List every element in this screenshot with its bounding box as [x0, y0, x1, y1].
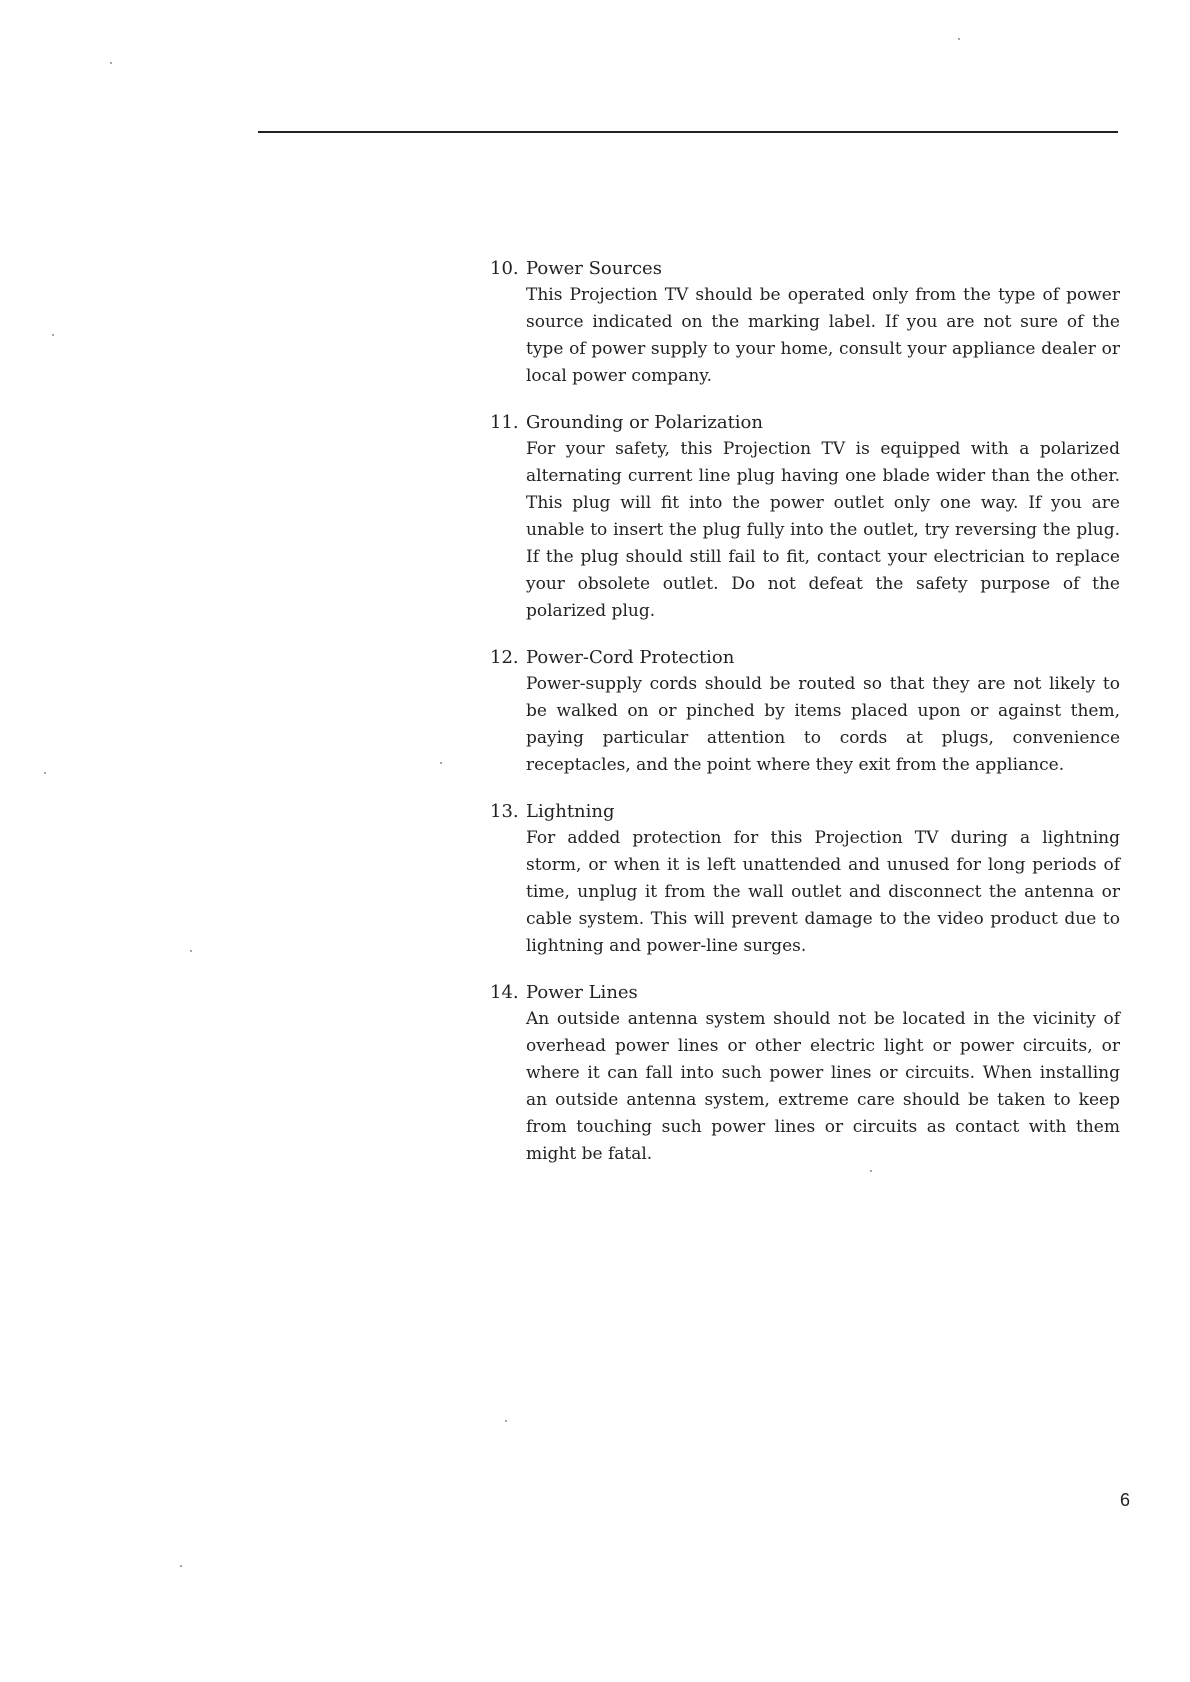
- item-title: Power Lines: [526, 982, 638, 1003]
- item-title: Power-Cord Protection: [526, 647, 735, 668]
- item-heading: [490, 255, 1120, 282]
- item-number: 12.: [490, 647, 519, 668]
- item-heading: [490, 409, 1120, 436]
- scan-speck: [870, 1170, 872, 1172]
- item-body: This Projection TV should be operated only from the type of power source indicated on the marking label. If you are not sure of the type of power supply to your home, consult your appliance dealer or local power company.: [526, 285, 1120, 386]
- scan-speck: [180, 1565, 182, 1567]
- item-heading: [490, 644, 1120, 671]
- list-item: [490, 979, 1120, 1168]
- item-number: 10.: [490, 258, 519, 279]
- item-number: 14.: [490, 982, 519, 1003]
- item-heading: [490, 979, 1120, 1006]
- item-number: 11.: [490, 412, 519, 433]
- item-body: For added protection for this Projection TV during a lightning storm, or when it is left unattended and unused for long periods of time, unplug it from the wall outlet and disconnect the antenna or cable system. This will prevent damage to the video product due to lightning and power-line surges.: [526, 828, 1120, 956]
- scan-speck: [190, 950, 192, 952]
- list-item: [490, 644, 1120, 779]
- list-item: [490, 409, 1120, 625]
- scan-speck: [52, 334, 54, 336]
- scan-speck: [440, 762, 442, 764]
- item-body: For your safety, this Projection TV is equipped with a polarized alternating current line plug having one blade wider than the other. This plug will fit into the power outlet only one way. If you are unable to insert the plug fully into the outlet, try reversing the plug. If the plug should still fail to fit, contact your electrician to replace your obsolete outlet. Do not defeat the safety purpose of the polarized plug.: [526, 439, 1120, 621]
- item-title: Power Sources: [526, 258, 662, 279]
- list-item: [490, 798, 1120, 960]
- item-body: An outside antenna system should not be located in the vicinity of overhead power lines or other electric light or power circuits, or where it can fall into such power lines or circuits. When installing an outside antenna system, extreme care should be taken to keep from touching such power lines or circuits as contact with them might be fatal.: [526, 1009, 1120, 1164]
- item-number: 13.: [490, 801, 519, 822]
- item-body: Power-supply cords should be routed so that they are not likely to be walked on or pinched by items placed upon or against them, paying particular attention to cords at plugs, convenience receptacles, and the point where they exit from the appliance.: [526, 674, 1120, 775]
- list-item: [490, 255, 1120, 390]
- safety-instructions-list: [490, 255, 1120, 1187]
- top-rule: [258, 131, 1118, 133]
- page-number: 6: [1120, 1490, 1131, 1510]
- item-title: Lightning: [526, 801, 615, 822]
- scan-speck: [44, 772, 46, 774]
- scan-speck: [505, 1420, 507, 1422]
- item-title: Grounding or Polarization: [526, 412, 763, 433]
- scan-speck: [958, 38, 960, 40]
- item-heading: [490, 798, 1120, 825]
- scan-speck: [110, 62, 112, 64]
